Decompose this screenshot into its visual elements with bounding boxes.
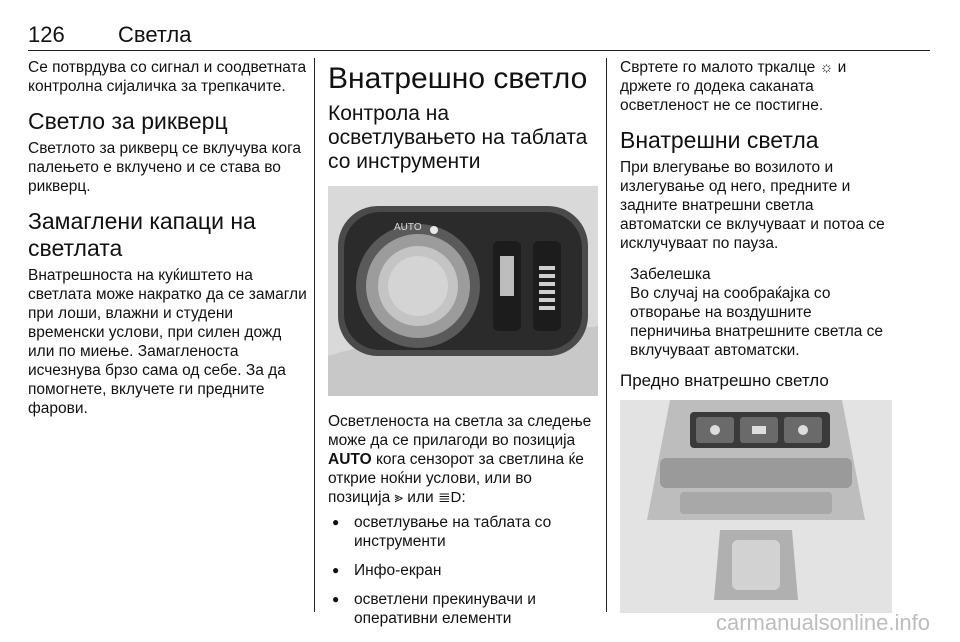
heading-dashboard-control: Контрола на осветлувањето на таблата со инструменти [328,102,588,173]
column-divider-1 [314,58,315,612]
front-interior-light-illustration [620,400,892,613]
page-number: 126 [28,22,65,47]
brightness-paragraph: Осветленоста на светла за следење може да се прилагоди во позиција AUTO кога сензорот за светлина ќе открие ноќни услови, или во позиција ⪢ или ≣D: [328,413,592,506]
column-right [620,58,892,613]
heading-interior-light: Внатрешно светло [328,62,588,95]
column-left [28,58,310,418]
note-block [630,265,892,360]
column-middle [328,58,598,638]
section-title: Светла [118,22,192,47]
heading-reverse-light: Светло за рикверц [28,108,228,134]
front-interior-light-figure [620,400,892,613]
column-divider-2 [606,58,607,612]
reverse-light-text: Светлото за рикверц се вклучува кога палењето е вклучено и се става во рикверц. [28,140,302,195]
heading-front-interior-light: Предно внатрешно светло [620,371,829,390]
light-switch-illustration [328,186,598,396]
header-divider [28,50,930,51]
light-switch-figure [328,186,598,396]
interior-lights-text: При влегување во возилото и излегување од него, предните и задните внатрешни светла автоматски се вклучуваат и потоа се исклучуваат по пауза. [620,159,885,252]
auto-term: AUTO [328,451,372,468]
note-heading: Забелешка [630,266,711,283]
watermark-text: carmanualsonline.info [715,610,930,635]
heading-interior-lights: Внатрешни светла [620,127,819,153]
list-item: ● осветлени прекинувачи и оперативни елементи [328,590,598,628]
fogged-covers-text: Внатрешноста на куќиштето на светлата може накратко да се замагли при лоши, влажни и студени временски услови, при силен дожд или по миење. Замагленоста исчезнува брзо сама од себе. За да помогнете, вклучете ги предните фарови. [28,267,307,417]
list-item: ● осветлување на таблата со инструменти [328,513,598,551]
thumbwheel-symbol-icon: ☼ [819,59,834,76]
intro-paragraph: Се потврдува со сигнал и соодветната контролна сијаличка за трепкачите. [28,59,307,95]
auto-label: AUTO [394,222,422,233]
page-header [28,18,930,52]
note-text: Во случај на сообраќајка со отворање на воздушните перничиња внатрешните светла се вклучуваат автоматски. [630,285,884,359]
list-item: ● Инфо-екран [328,561,598,580]
illumination-list [328,513,598,628]
heading-fogged-covers: Замаглени капаци на светлата [28,208,256,261]
headlight-symbol-icon: ⪢ [394,489,403,506]
thumbwheel-paragraph: Свртете го малото тркалце ☼ и држете го додека саканата осветленост не се постигне. [620,59,847,114]
low-beam-symbol-icon: ≣D [437,489,462,506]
